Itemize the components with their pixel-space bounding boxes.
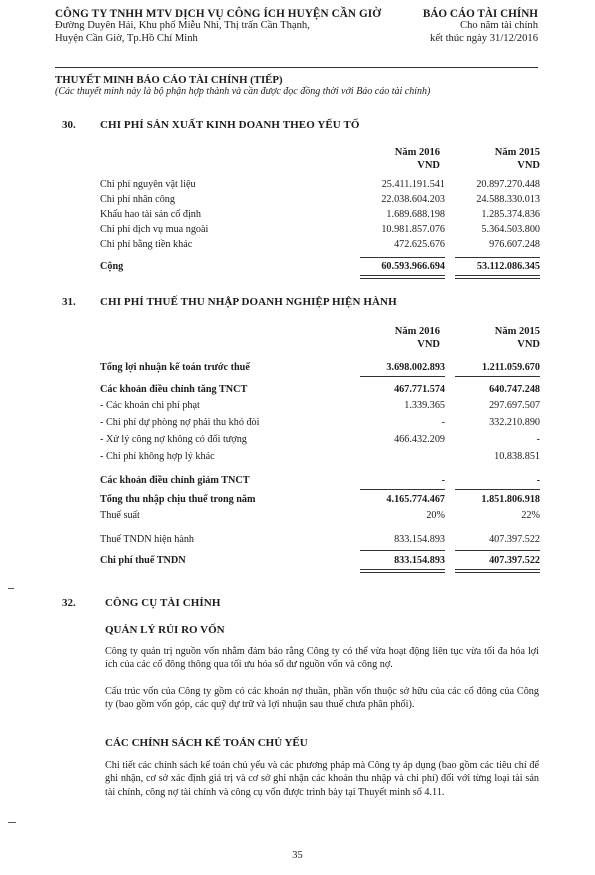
s30-row — [100, 224, 540, 237]
row-label: Chi phí nguyên vật liệu — [100, 179, 196, 190]
row-label: - Các khoản chi phí phạt — [100, 400, 200, 411]
section-31-title: CHI PHÍ THUẾ THU NHẬP DOANH NGHIỆP HIỆN HÀNH — [100, 296, 397, 308]
section-32-number: 32. — [62, 597, 76, 609]
row-value-2016: 22.038.604.203 — [381, 194, 445, 205]
s31-col-2016-unit: VND — [417, 339, 440, 350]
s30-col-2016-year: Năm 2016 — [394, 147, 440, 158]
s31-expense-rule-2015 — [455, 550, 540, 551]
row-value-2015: 407.397.522 — [489, 555, 540, 566]
s30-total-rule-2015 — [455, 257, 540, 258]
capital-risk-heading: QUẢN LÝ RỦI RO VỐN — [105, 624, 225, 636]
company-name: CÔNG TY TNHH MTV DỊCH VỤ CÔNG ÍCH HUYỆN CẦN GIỜ — [55, 8, 382, 20]
row-value-2015: 297.697.507 — [489, 400, 540, 411]
s30-col-2015-year: Năm 2015 — [494, 147, 540, 158]
s30-col-2015 — [445, 146, 540, 172]
row-value-2015: 976.607.248 — [489, 239, 540, 250]
s31-decrease-row — [100, 475, 540, 488]
s31-current-tax-row — [100, 534, 540, 547]
accounting-policies-heading: CÁC CHÍNH SÁCH KẾ TOÁN CHỦ YẾU — [105, 737, 308, 749]
notes-subtitle: (Các thuyết minh này là bộ phận hợp thành và cần được đọc đồng thời với Báo cáo tài chính) — [55, 86, 431, 97]
row-label: Các khoản điều chỉnh tăng TNCT — [100, 384, 248, 395]
s31-profit-rule-2016 — [360, 376, 445, 377]
row-label: Chi phí bằng tiền khác — [100, 239, 193, 250]
s31-expense-double-rule-2016 — [360, 569, 445, 573]
s30-total-row — [100, 261, 540, 274]
page-number: 35 — [292, 850, 303, 861]
row-value-2016: 472.625.676 — [394, 239, 445, 250]
s30-row — [100, 179, 540, 192]
row-value-2015: - — [536, 475, 540, 486]
row-value-2016: 466.432.209 — [394, 434, 445, 445]
row-value-2016: 1.339.365 — [404, 400, 445, 411]
s31-increase-item — [100, 451, 540, 464]
row-value-2015: 1.211.059.670 — [481, 362, 540, 373]
s31-col-2015-year: Năm 2015 — [494, 326, 540, 337]
row-value-2015: 22% — [521, 510, 540, 521]
row-value-2016: 833.154.893 — [394, 534, 445, 545]
scan-mark — [8, 822, 16, 823]
report-header — [400, 8, 538, 45]
s31-increase-item — [100, 417, 540, 430]
s31-col-2016-year: Năm 2016 — [394, 326, 440, 337]
row-value-2016: 3.698.002.893 — [386, 362, 445, 373]
s31-decrease-rule-2015 — [455, 489, 540, 490]
accounting-policies-paragraph: Chi tiết các chính sách kế toán chủ yếu và các phương pháp mà Công ty áp dụng (bao gồm các tiêu chí để ghi nhận, cơ sở xác định giá trị và cơ sở ghi nhận các khoản thu nhập và chi phí) đối với từng loại tài sản tài chính, công nợ tài chính và công cụ vốn được trình bày tại Thuyết minh số 4.11. — [105, 760, 539, 798]
row-value-2015: 53.112.086.345 — [476, 261, 540, 272]
s30-total-double-rule-2015 — [455, 275, 540, 279]
notes-title: THUYẾT MINH BÁO CÁO TÀI CHÍNH (TIẾP) — [55, 74, 283, 86]
section-30-title: CHI PHÍ SẢN XUẤT KINH DOANH THEO YẾU TỐ — [100, 119, 360, 131]
s30-col-2016 — [345, 146, 440, 172]
capital-risk-paragraph-2: Cấu trúc vốn của Công ty gồm có các khoản nợ thuần, phần vốn thuộc sở hữu của các cổ đông của Công ty (bao gồm vốn góp, các quỹ dự trữ và lợi nhuận sau thuế chưa phân phối). — [105, 686, 539, 711]
report-title: BÁO CÁO TÀI CHÍNH — [422, 8, 538, 20]
row-label: Cộng — [100, 261, 124, 272]
row-value-2015: 332.210.890 — [489, 417, 540, 428]
s31-increase-item — [100, 434, 540, 447]
s31-col-2015-unit: VND — [517, 339, 540, 350]
row-label: Tổng thu nhập chịu thuế trong năm — [100, 494, 256, 505]
row-label: Tổng lợi nhuận kế toán trước thuế — [100, 362, 250, 373]
row-value-2016: 10.981.857.076 — [381, 224, 445, 235]
section-31-number: 31. — [62, 296, 76, 308]
row-value-2015: 5.364.503.800 — [481, 224, 540, 235]
row-value-2016: - — [441, 417, 445, 428]
row-label: Chi phí nhân công — [100, 194, 175, 205]
row-label: Khấu hao tài sản cố định — [100, 209, 201, 220]
row-label: Chi phí dịch vụ mua ngoài — [100, 224, 209, 235]
row-value-2015: 407.397.522 — [489, 534, 540, 545]
company-header — [55, 8, 385, 45]
row-value-2016: - — [441, 475, 445, 486]
s31-col-2016 — [345, 325, 440, 351]
capital-risk-paragraph-1: Công ty quản trị nguồn vốn nhằm đảm bảo rằng Công ty có thể vừa hoạt động liên tục vừa tối đa hóa lợi ích của các cổ đông thông qua tối ưu hóa số dư nguồn vốn và công nợ. — [105, 646, 539, 671]
row-value-2016: 20% — [426, 510, 445, 521]
s30-col-2016-unit: VND — [417, 160, 440, 171]
row-value-2015: 640.747.248 — [489, 384, 540, 395]
s31-expense-double-rule-2015 — [455, 569, 540, 573]
s31-increase-row — [100, 384, 540, 397]
s30-row — [100, 209, 540, 222]
report-period-line2: kết thúc ngày 31/12/2016 — [430, 32, 538, 44]
s31-profit-row — [100, 362, 540, 375]
row-value-2016: 25.411.191.541 — [381, 179, 445, 190]
row-label: - Chi phí dự phòng nợ phải thu khó đòi — [100, 417, 260, 428]
row-value-2015: 1.285.374.836 — [481, 209, 540, 220]
row-label: - Xử lý công nợ không có đối tượng — [100, 434, 247, 445]
row-value-2016: 60.593.966.694 — [381, 261, 445, 272]
company-address-line2: Huyện Cần Giờ, Tp.Hồ Chí Minh — [55, 32, 198, 44]
row-label: Thuế suất — [100, 510, 140, 521]
header-divider — [55, 67, 538, 68]
row-value-2016: 833.154.893 — [394, 555, 445, 566]
row-value-2016: 467.771.574 — [394, 384, 445, 395]
row-label: Thuế TNDN hiện hành — [100, 534, 195, 545]
report-period-line1: Cho năm tài chính — [460, 20, 538, 32]
s31-expense-rule-2016 — [360, 550, 445, 551]
s31-rate-row — [100, 510, 540, 523]
row-value-2015: 10.838.851 — [494, 451, 540, 462]
section-30-number: 30. — [62, 119, 76, 131]
row-value-2015: 1.851.806.918 — [481, 494, 540, 505]
s31-col-2015 — [445, 325, 540, 351]
row-value-2015: - — [536, 434, 540, 445]
section-32-title: CÔNG CỤ TÀI CHÍNH — [105, 597, 221, 609]
s30-total-double-rule-2016 — [360, 275, 445, 279]
s30-total-rule-2016 — [360, 257, 445, 258]
s30-row — [100, 239, 540, 252]
s31-profit-rule-2015 — [455, 376, 540, 377]
row-value-2015: 20.897.270.448 — [476, 179, 540, 190]
row-label: Các khoản điều chỉnh giảm TNCT — [100, 475, 250, 486]
s31-increase-item — [100, 400, 540, 413]
row-value-2016: 4.165.774.467 — [386, 494, 445, 505]
row-value-2015: 24.588.330.013 — [476, 194, 540, 205]
s30-row — [100, 194, 540, 207]
s31-taxable-row — [100, 494, 540, 507]
s31-tax-expense-row — [100, 555, 540, 568]
scan-mark — [8, 588, 14, 589]
row-value-2016: 1.689.688.198 — [386, 209, 445, 220]
s30-col-2015-unit: VND — [517, 160, 540, 171]
row-label: Chi phí thuế TNDN — [100, 555, 186, 566]
company-address-line1: Đường Duyên Hải, Khu phố Miễu Nhì, Thị trấn Cần Thạnh, — [55, 20, 310, 32]
s31-decrease-rule-2016 — [360, 489, 445, 490]
row-label: - Chi phí không hợp lý khác — [100, 451, 215, 462]
